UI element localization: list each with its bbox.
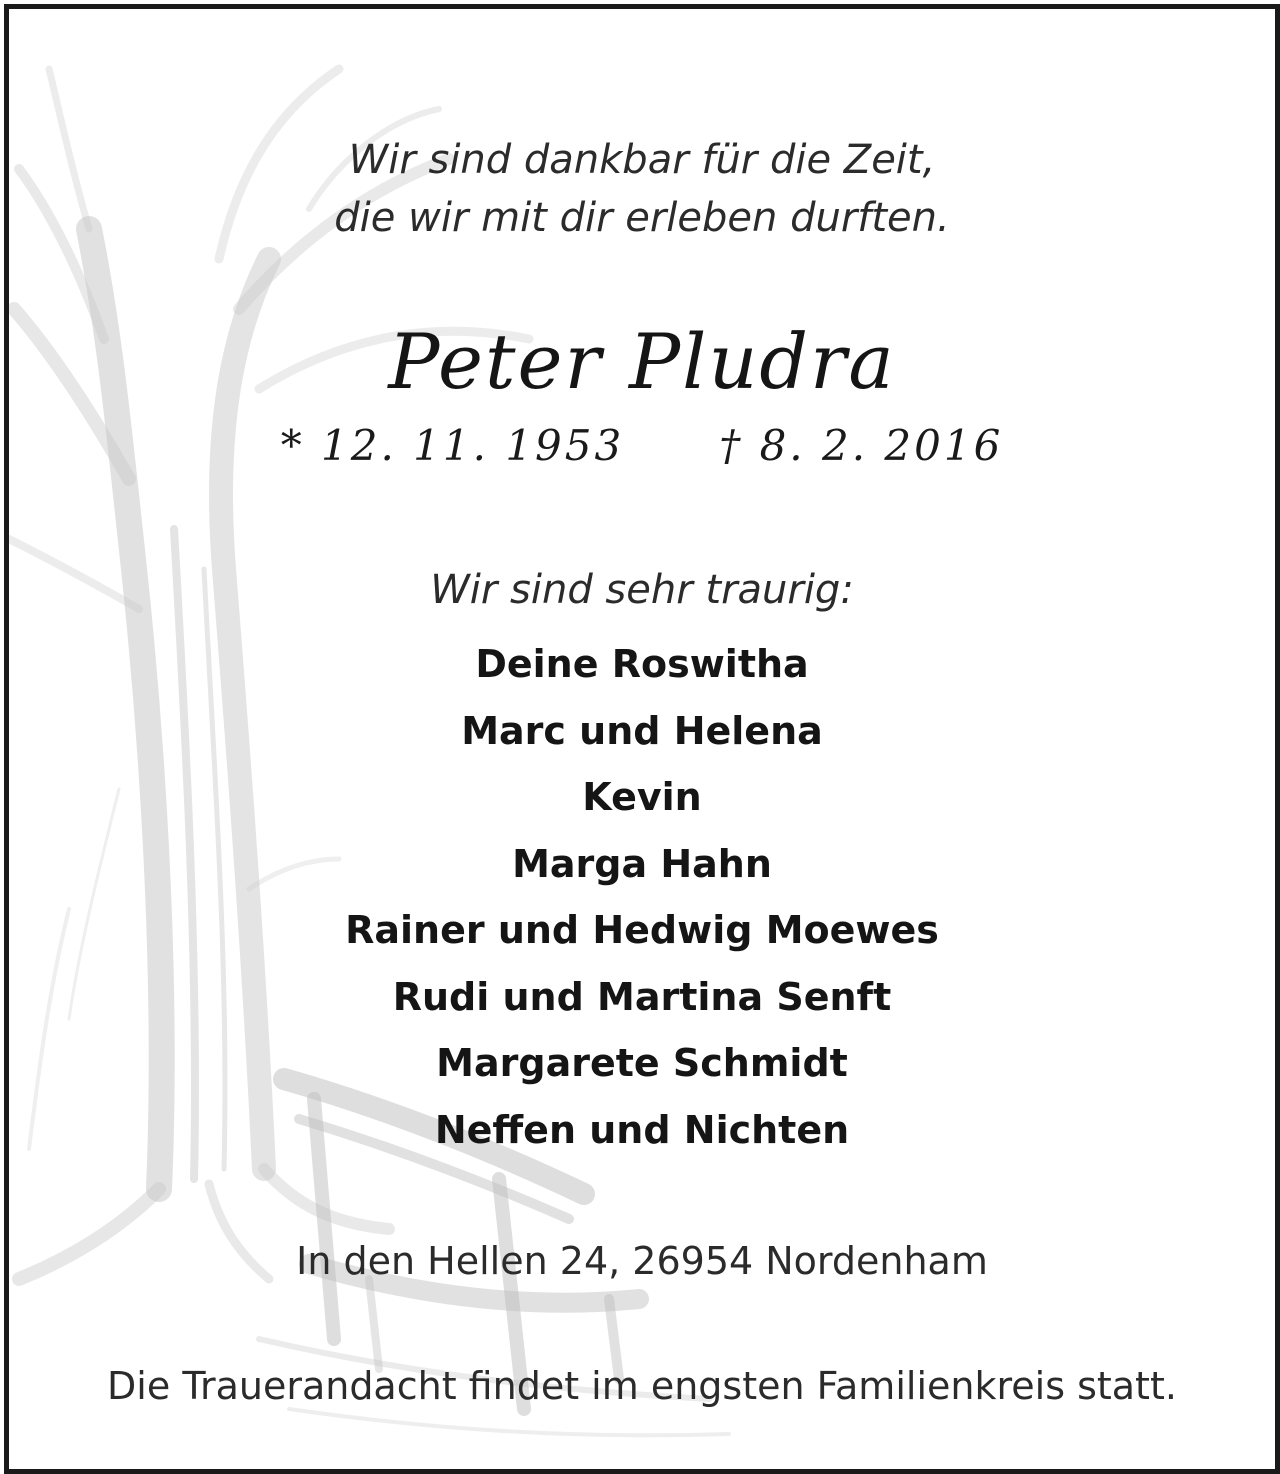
- mourner-item: Rainer und Hedwig Moewes: [345, 908, 939, 952]
- obituary-card: [4, 4, 1280, 1474]
- death-date: † 8. 2. 2016: [719, 421, 1004, 470]
- mourner-item: Kevin: [582, 775, 702, 819]
- quote-line-2: die wir mit dir erleben durften.: [334, 195, 950, 241]
- mourner-item: Neffen und Nichten: [434, 1107, 850, 1152]
- life-dates: [9, 421, 1275, 470]
- deceased-name: Peter Pludra: [388, 317, 896, 406]
- mourner-item: Deine Roswitha: [475, 642, 809, 686]
- mourners-list: [9, 637, 1275, 1169]
- mourner-item: Rudi und Martina Senft: [392, 974, 892, 1019]
- birth-date: * 12. 11. 1953: [280, 421, 625, 470]
- opening-quote: [9, 131, 1275, 247]
- mourner-item: Marga Hahn: [512, 841, 772, 886]
- mourner-item: Margarete Schmidt: [436, 1041, 848, 1085]
- quote-line-1: Wir sind dankbar für die Zeit,: [348, 137, 936, 183]
- address: In den Hellen 24, 26954 Nordenham: [296, 1239, 988, 1283]
- mourner-item: Marc und Helena: [461, 708, 823, 753]
- ceremony-note: Die Trauerandacht findet im engsten Familienkreis statt.: [107, 1364, 1177, 1408]
- mourning-intro: Wir sind sehr traurig:: [430, 567, 854, 613]
